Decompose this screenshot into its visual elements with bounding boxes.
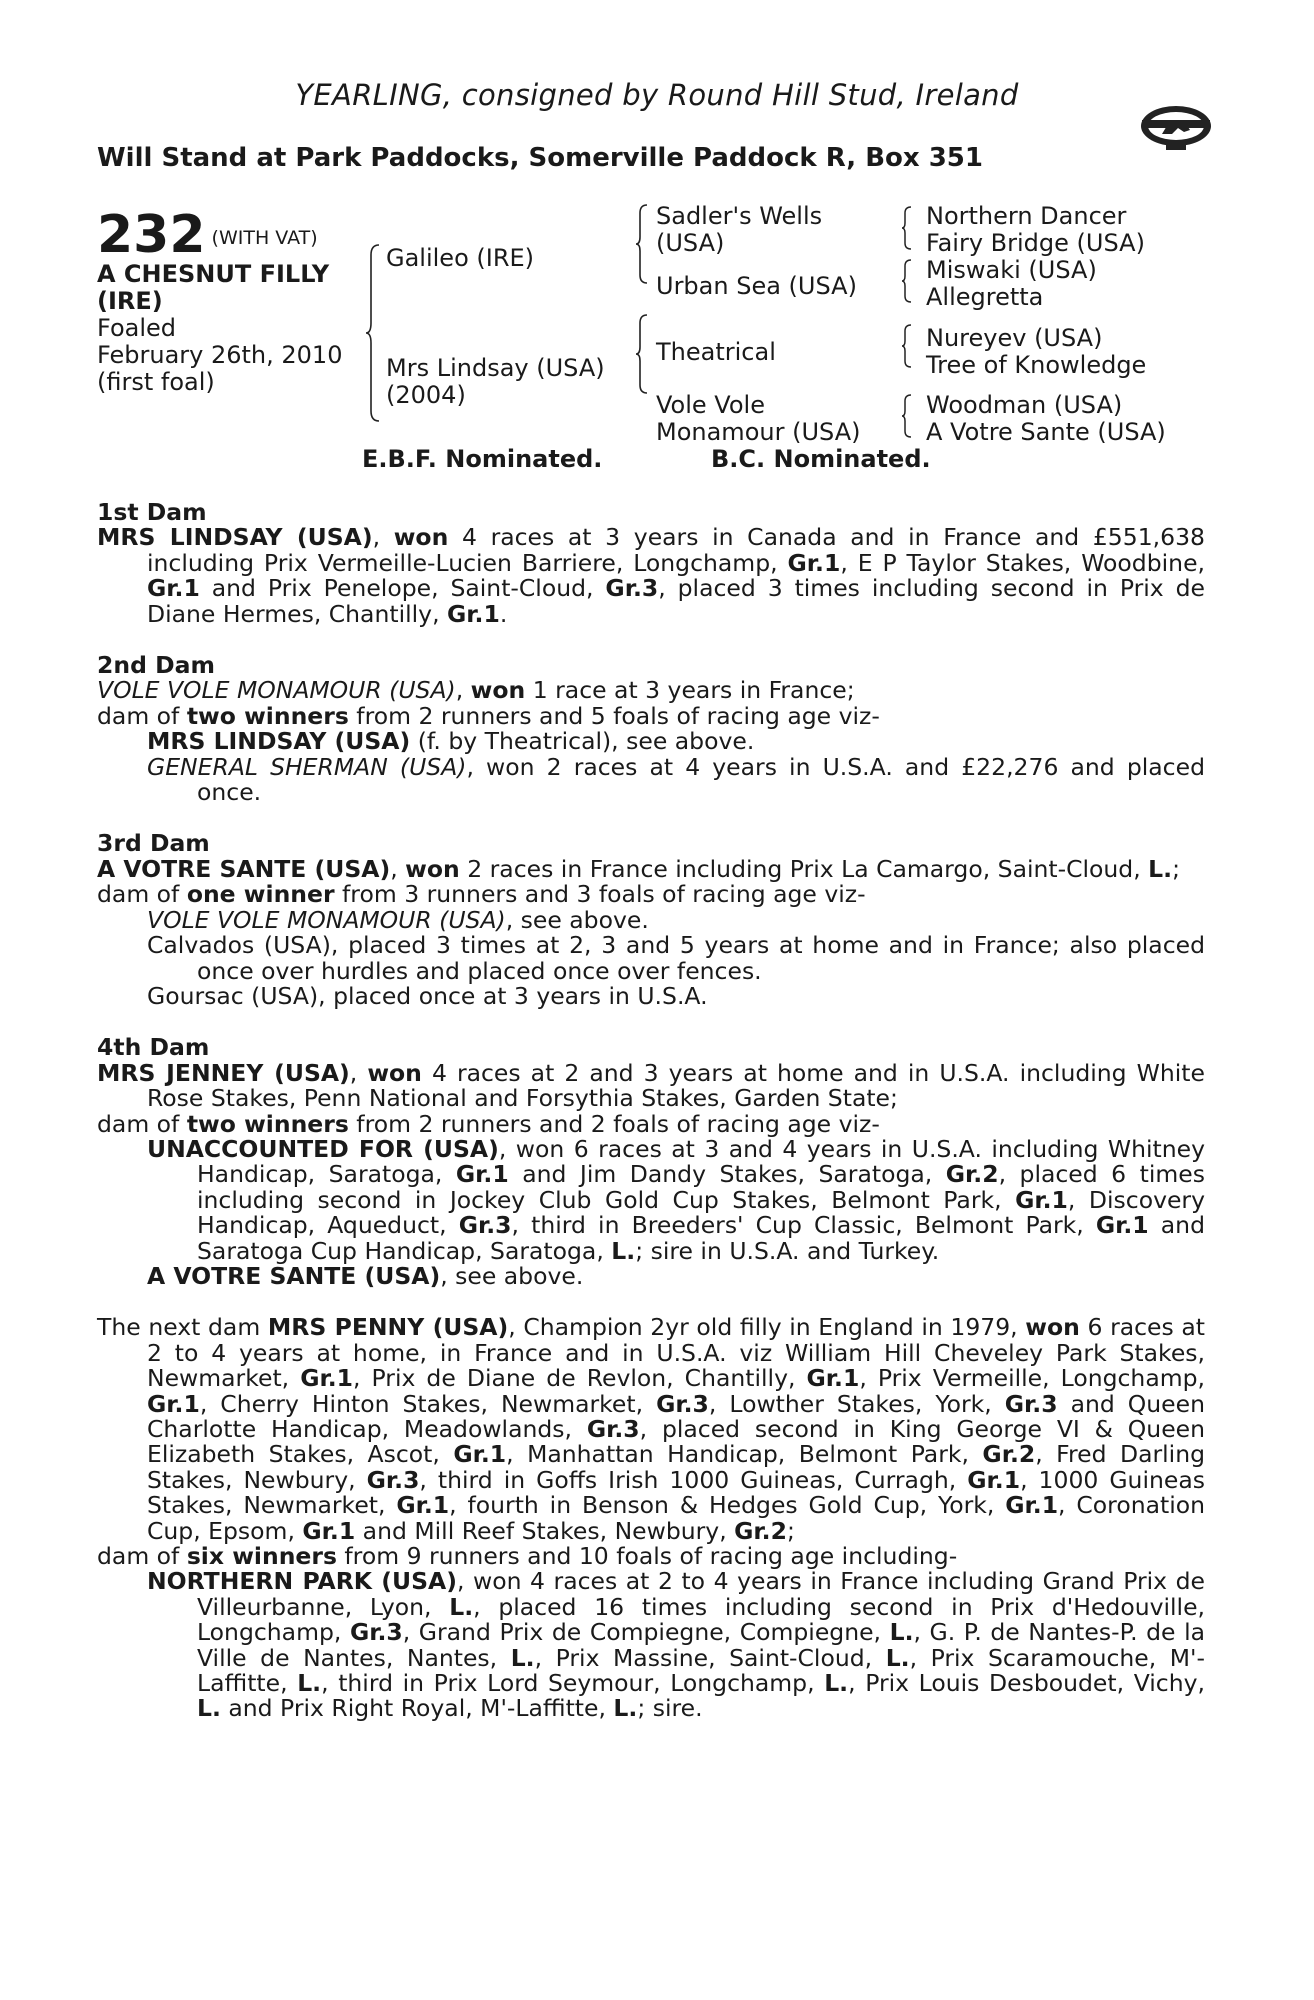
text: and Jim Dandy Stakes, Saratoga, bbox=[508, 1160, 946, 1189]
offspring-name: VOLE VOLE MONAMOUR (USA) bbox=[147, 905, 506, 934]
text: , 1000 Guineas Stakes, Newmarket, bbox=[147, 1465, 1205, 1520]
stand-location: Will Stand at Park Paddocks, Somerville Paddock R, Box 351 bbox=[97, 143, 983, 173]
dam-line-1: Mrs Lindsay (USA) bbox=[386, 354, 605, 382]
offspring-entry bbox=[97, 1134, 1206, 1265]
second-dam-section bbox=[97, 653, 1205, 805]
grade: L. bbox=[613, 1694, 638, 1723]
text: , third in Goffs Irish 1000 Guineas, Curragh, bbox=[419, 1465, 968, 1494]
dam-line-brace-icon bbox=[635, 313, 649, 395]
dam-entry bbox=[97, 1058, 1205, 1113]
text: , bbox=[390, 854, 406, 883]
grade: Gr.1 bbox=[787, 548, 841, 577]
offspring-name: MRS LINDSAY (USA) bbox=[147, 727, 411, 756]
text: , see above. bbox=[440, 1261, 584, 1290]
produce-summary bbox=[97, 1109, 1205, 1138]
text: ; sire in U.S.A. and Turkey. bbox=[635, 1236, 940, 1265]
grade: L. bbox=[611, 1236, 636, 1265]
text: , Fred Darling Stakes, Newbury, bbox=[147, 1440, 1206, 1494]
dss: Nureyev (USA) bbox=[926, 324, 1103, 352]
grade: Gr.3 bbox=[605, 574, 659, 603]
dsd: Tree of Knowledge bbox=[926, 351, 1147, 379]
dam-entry bbox=[97, 1315, 1205, 1544]
text: , E P Taylor Stakes, Woodbine, bbox=[840, 548, 1205, 577]
next-dam-section bbox=[97, 1315, 1205, 1722]
grade: L. bbox=[1148, 854, 1173, 883]
foaled-label: Foaled bbox=[97, 314, 177, 342]
foal-note: (first foal) bbox=[97, 368, 215, 396]
first-dam-section bbox=[97, 500, 1205, 627]
grade: L. bbox=[197, 1694, 221, 1723]
grade: L. bbox=[449, 1592, 474, 1621]
grade: Gr.3 bbox=[366, 1465, 420, 1494]
sire-sire-line-1: Sadler's Wells bbox=[656, 202, 823, 230]
text: from 9 runners and 10 foals of racing age including- bbox=[336, 1542, 958, 1571]
text: , Lowther Stakes, York, bbox=[708, 1389, 1005, 1418]
text: , placed 16 times including second in Prix d'Hedouville, Longchamp, bbox=[197, 1592, 1206, 1647]
text: won bbox=[405, 854, 460, 883]
dam-entry bbox=[97, 854, 1205, 883]
dam-dam-line-2: Monamour (USA) bbox=[656, 418, 861, 446]
dam-dam-line-1: Vole Vole bbox=[656, 391, 765, 419]
grade: L. bbox=[889, 1618, 914, 1647]
text: . bbox=[499, 599, 508, 628]
grade: Gr.1 bbox=[300, 1364, 353, 1393]
text: won bbox=[1025, 1313, 1080, 1342]
grade: Gr.3 bbox=[1004, 1389, 1058, 1418]
text: , bbox=[372, 523, 394, 552]
grade: Gr.1 bbox=[1015, 1185, 1068, 1214]
text: 4 races at 3 years in Canada and in France and £551,638 including Prix Vermeille-Lucien Barriere, Longchamp, bbox=[147, 523, 1205, 577]
text: and Saratoga Cup Handicap, Saratoga, bbox=[197, 1211, 1205, 1265]
text: , Prix Vermeille, Longchamp, bbox=[859, 1364, 1205, 1393]
text: and Prix Penelope, Saint-Cloud, bbox=[199, 574, 606, 603]
dam-name: A VOTRE SANTE (USA) bbox=[97, 854, 391, 883]
text: ; sire. bbox=[637, 1694, 703, 1723]
offspring-name: NORTHERN PARK (USA) bbox=[147, 1567, 457, 1596]
text: , Discovery Handicap, Aqueduct, bbox=[197, 1185, 1206, 1240]
text: from 3 runners and 3 foals of racing age viz- bbox=[334, 880, 866, 909]
grade: L. bbox=[510, 1643, 535, 1672]
section-title: 2nd Dam bbox=[97, 651, 215, 680]
grade: Gr.3 bbox=[349, 1618, 403, 1647]
text: 1 race at 3 years in France; bbox=[525, 676, 855, 705]
text: , fourth in Benson & Hedges Gold Cup, York, bbox=[449, 1491, 1006, 1520]
grade: Gr.1 bbox=[967, 1465, 1021, 1494]
main-brace-icon bbox=[365, 243, 381, 423]
lot-name-line-2: (IRE) bbox=[97, 287, 163, 315]
ss-brace-icon bbox=[901, 205, 913, 251]
text: (f. by Theatrical), see above. bbox=[410, 727, 755, 756]
lot-name-line-1: A CHESNUT FILLY bbox=[97, 260, 330, 288]
section-title: 3rd Dam bbox=[97, 829, 210, 858]
offspring-name: GENERAL SHERMAN (USA) bbox=[147, 752, 467, 781]
grade: Gr.3 bbox=[458, 1211, 512, 1240]
text: 4 races at 2 and 3 years at home and in U.S.A. including White Rose Stakes, Penn National and Forsythia Stakes, Garden State; bbox=[147, 1058, 1205, 1113]
produce-summary bbox=[97, 701, 1205, 730]
ssd: Fairy Bridge (USA) bbox=[926, 229, 1145, 257]
dam-name: MRS JENNEY (USA) bbox=[97, 1058, 350, 1087]
third-dam-section bbox=[97, 831, 1205, 1009]
grade: L. bbox=[885, 1643, 910, 1672]
grade: Gr.3 bbox=[586, 1415, 640, 1443]
offspring-entry bbox=[97, 752, 1205, 807]
bc-nominated: B.C. Nominated. bbox=[711, 445, 931, 473]
offspring-entry bbox=[97, 1569, 1205, 1721]
ds-brace-icon bbox=[901, 323, 913, 369]
text: dam of bbox=[97, 701, 187, 730]
text: , won 4 races at 2 to 4 years in France including Grand Prix de Villeurbanne, Lyon, bbox=[197, 1567, 1205, 1621]
offspring-entry bbox=[97, 905, 1205, 934]
offspring-name: A VOTRE SANTE (USA) bbox=[147, 1261, 441, 1290]
offspring-name: UNACCOUNTED FOR (USA) bbox=[147, 1134, 499, 1163]
text: , Coronation Cup, Epsom, bbox=[147, 1491, 1206, 1545]
grade: Gr.1 bbox=[147, 574, 200, 603]
text: , placed 3 times including second in Prix de Diane Hermes, Chantilly, bbox=[147, 574, 1205, 628]
grade: Gr.2 bbox=[734, 1516, 787, 1545]
grade: Gr.1 bbox=[302, 1516, 356, 1545]
sire: Galileo (IRE) bbox=[386, 244, 535, 272]
dam-line-2: (2004) bbox=[386, 381, 466, 409]
text: , G. P. de Nantes-P. de la Ville de Nantes, Nantes, bbox=[197, 1618, 1205, 1672]
ebf-nominated: E.B.F. Nominated. bbox=[362, 445, 603, 473]
text: The next dam bbox=[97, 1313, 268, 1342]
dam-entry bbox=[97, 678, 1205, 703]
text: , placed 6 times including second in Jockey Club Gold Cup Stakes, Belmont Park, bbox=[197, 1160, 1205, 1214]
text: and Prix Right Royal, M'-Laffitte, bbox=[220, 1694, 614, 1723]
text: dam of bbox=[97, 1109, 187, 1138]
section-title: 1st Dam bbox=[97, 498, 207, 526]
sd-brace-icon bbox=[901, 258, 913, 304]
text: one winner bbox=[186, 880, 335, 909]
catalogue-header-title: YEARLING, consigned by Round Hill Stud, Ireland bbox=[295, 78, 1019, 112]
text: , third in Prix Lord Seymour, Longchamp, bbox=[321, 1669, 825, 1698]
text: , Champion 2yr old filly in England in 1979, bbox=[508, 1313, 1026, 1342]
section-title: 4th Dam bbox=[97, 1033, 210, 1062]
text: won bbox=[470, 676, 526, 705]
grade: Gr.1 bbox=[1095, 1211, 1149, 1240]
lot-number: 232 bbox=[97, 205, 206, 265]
text: , won 2 races at 4 years in U.S.A. and £22,276 and placed once. bbox=[197, 752, 1205, 807]
text: , Grand Prix de Compiegne, Compiegne, bbox=[402, 1618, 890, 1647]
text: two winners bbox=[186, 1109, 349, 1138]
text: , Prix Louis Desboudet, Vichy, bbox=[848, 1669, 1205, 1698]
grade: Gr.1 bbox=[1005, 1491, 1059, 1520]
dam-name: MRS LINDSAY (USA) bbox=[97, 523, 373, 552]
text: from 2 runners and 5 foals of racing age viz- bbox=[348, 701, 880, 730]
grade: L. bbox=[297, 1669, 322, 1698]
pedigree-table bbox=[97, 203, 1217, 473]
text: , Prix de Diane de Revlon, Chantilly, bbox=[353, 1364, 807, 1393]
text: won bbox=[367, 1058, 422, 1087]
text: , bbox=[455, 676, 471, 705]
grade: Gr.3 bbox=[656, 1389, 709, 1418]
text: dam of bbox=[97, 1542, 187, 1571]
ddd: A Votre Sante (USA) bbox=[926, 418, 1166, 446]
grade: Gr.1 bbox=[447, 599, 500, 628]
offspring-entry: Goursac (USA), placed once at 3 years in U.S.A. bbox=[147, 981, 708, 1010]
grade: Gr.1 bbox=[806, 1364, 860, 1393]
lot-number-row bbox=[97, 205, 318, 265]
grade: Gr.2 bbox=[982, 1440, 1036, 1469]
grade: Gr.2 bbox=[945, 1160, 999, 1189]
text: , third in Breeders' Cup Classic, Belmont Park, bbox=[511, 1211, 1096, 1240]
offspring-entry bbox=[97, 729, 1205, 754]
dds: Woodman (USA) bbox=[926, 391, 1123, 419]
sds: Miswaki (USA) bbox=[926, 256, 1097, 284]
foaled-date: February 26th, 2010 bbox=[97, 341, 343, 369]
text: , see above. bbox=[505, 905, 649, 934]
text: , Prix Scaramouche, M'-Laffitte, bbox=[197, 1643, 1205, 1698]
dam-sire: Theatrical bbox=[656, 338, 776, 366]
dam-name: MRS PENNY (USA) bbox=[267, 1313, 509, 1342]
produce-summary bbox=[97, 1544, 1205, 1569]
text: , Manhattan Handicap, Belmont Park, bbox=[506, 1440, 983, 1469]
offspring-entry: Calvados (USA), placed 3 times at 2, 3 and 5 years at home and in France; also placed once over hurdles and placed once over fences. bbox=[147, 931, 1205, 985]
text: dam of bbox=[97, 880, 187, 909]
text: and Queen Charlotte Handicap, Meadowlands, bbox=[147, 1389, 1205, 1443]
fourth-dam-section bbox=[97, 1035, 1205, 1289]
dam-produce-record bbox=[97, 500, 1205, 1748]
text: six winners bbox=[186, 1542, 337, 1571]
sss: Northern Dancer bbox=[926, 202, 1127, 230]
grade: L. bbox=[824, 1669, 849, 1698]
sire-line-brace-icon bbox=[635, 203, 649, 285]
grade: Gr.1 bbox=[147, 1389, 200, 1418]
text: ; bbox=[786, 1516, 795, 1545]
text: won bbox=[393, 523, 449, 552]
sdd: Allegretta bbox=[926, 283, 1044, 311]
grade: Gr.1 bbox=[453, 1440, 507, 1469]
dd-brace-icon bbox=[901, 393, 913, 439]
vat-note: (WITH VAT) bbox=[211, 227, 318, 249]
text: , bbox=[349, 1058, 368, 1087]
text: , Prix Massine, Saint-Cloud, bbox=[534, 1643, 886, 1672]
text: , placed second in King George VI & Queen Elizabeth Stakes, Ascot, bbox=[147, 1415, 1205, 1469]
text: two winners bbox=[186, 701, 349, 730]
sire-dam: Urban Sea (USA) bbox=[656, 272, 857, 300]
grade: Gr.1 bbox=[396, 1491, 450, 1520]
sire-sire-line-2: (USA) bbox=[656, 229, 725, 257]
text: ; bbox=[1172, 854, 1180, 883]
text: 6 races at 2 to 4 years at home, in France and in U.S.A. viz William Hill Cheveley Park Stakes, Newmarket, bbox=[147, 1313, 1205, 1393]
racing-post-yearling-bonus-badge-icon bbox=[1138, 100, 1214, 152]
text: from 2 runners and 2 foals of racing age viz- bbox=[348, 1109, 880, 1138]
grade: Gr.1 bbox=[455, 1160, 509, 1189]
dam-entry bbox=[97, 525, 1205, 627]
offspring-entry bbox=[97, 1261, 1205, 1290]
text: , Cherry Hinton Stakes, Newmarket, bbox=[199, 1389, 657, 1418]
text: and Mill Reef Stakes, Newbury, bbox=[355, 1516, 735, 1545]
produce-summary bbox=[97, 882, 1205, 907]
dam-name: VOLE VOLE MONAMOUR (USA) bbox=[97, 676, 456, 705]
text: , won 6 races at 3 and 4 years in U.S.A. including Whitney Handicap, Saratoga, bbox=[197, 1134, 1205, 1189]
text: 2 races in France including Prix La Camargo, Saint-Cloud, bbox=[459, 854, 1149, 883]
